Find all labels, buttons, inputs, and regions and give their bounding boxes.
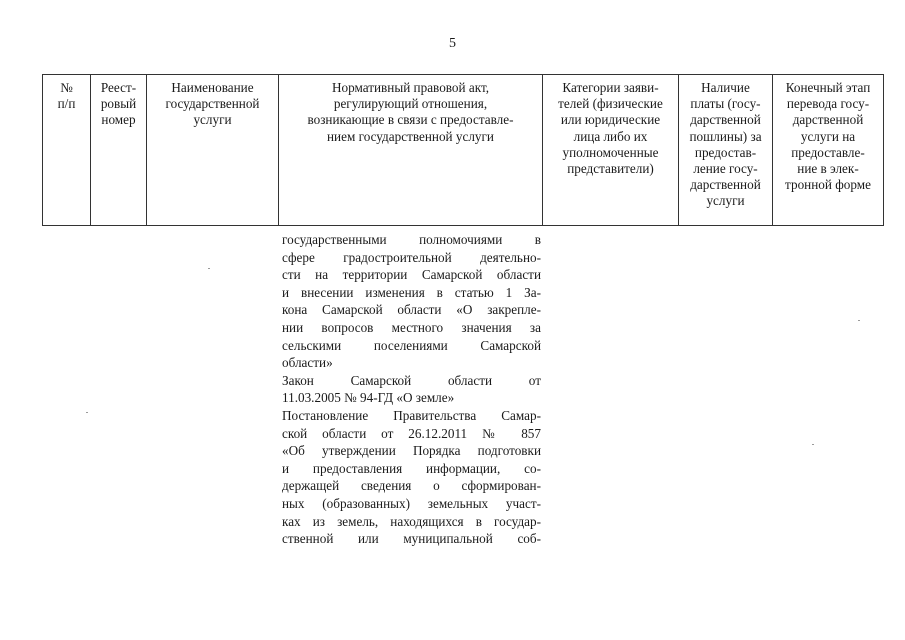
services-table-header [42,74,884,226]
header-line: пошлины) за [689,128,762,144]
header-line: дарственной [690,112,761,128]
header-line: Реест- [100,80,137,95]
header-line: услуги [193,112,232,128]
header-line: регулирующий отношения, [333,96,488,112]
body-text-line: кона Самарской области «О закрепле- [282,302,541,318]
scan-speck [858,320,860,321]
header-row [43,75,884,226]
header-cell-electronic-stage [773,75,884,226]
header-line: или юридические [560,112,661,128]
body-text-line: сти на территории Самарской области [282,267,541,283]
body-text-line: государственными полномочиями в [282,232,541,247]
header-cell-service-name [147,75,279,226]
header-cell-number [43,75,91,226]
header-cell-legal-act [279,75,543,226]
header-line: представители) [567,161,654,177]
header-line: предоставле- [791,144,865,160]
header-line: Категории заяви- [562,80,659,95]
scan-speck [208,268,210,269]
header-line: п/п [57,96,76,112]
page-number: 5 [449,36,456,51]
header-line: ление госу- [693,161,758,177]
header-line: Наименование [171,80,254,95]
scan-speck [812,444,814,445]
header-line: ние в элек- [797,161,859,177]
header-cell-applicant-categories [543,75,679,226]
header-line: дарственной [792,112,864,128]
body-text-line: Закон Самарской области от [282,372,541,388]
header-line: государственной [165,96,260,112]
body-text-line: ных (образованных) земельных участ- [282,495,541,511]
header-line: перевода госу- [786,96,870,112]
header-line: дарственной [690,177,761,193]
body-text-line: Постановление Правительства Самар- [282,407,541,423]
header-line: лица либо их [573,128,648,144]
body-text-line: 11.03.2005 № 94-ГД «О земле» [282,390,455,406]
header-line: Конечный этап [785,80,871,95]
header-line: № [60,80,73,95]
header-line: номер [101,112,136,128]
header-cell-fee [679,75,773,226]
header-line: Наличие [701,80,750,95]
legal-act-continuation-text [282,231,541,548]
header-line: уполномоченные [562,144,659,160]
header-line: возникающие в связи с предоставле- [307,112,514,128]
header-line: телей (физические [558,96,663,112]
header-line: предостав- [694,144,757,160]
header-line: нием государственной услуги [327,128,494,144]
header-line: тронной форме [785,177,871,193]
body-text-line: ственной или муниципальной соб- [282,531,541,547]
body-text-line: сельскими поселениями Самарской [282,337,541,353]
body-text-line: «Об утверждении Порядка подготовки [282,443,541,459]
header-line: ровый [100,96,137,112]
body-text-line: ках из земель, находящихся в государ- [282,513,541,529]
body-text-line: ской области от 26.12.2011 № 857 [282,425,541,441]
body-text-line: и предоставления информации, со- [282,460,541,476]
header-line: услуги на [800,128,856,144]
header-line: платы (госу- [690,96,761,112]
header-line: Нормативный правовой акт, [331,80,490,95]
header-line: услуги [706,193,745,209]
body-text-line: области» [282,355,333,371]
header-cell-registry-number [91,75,147,226]
body-text-line: сфере градостроительной деятельно- [282,249,541,265]
body-text-line: держащей сведения о сформирован- [282,478,541,494]
body-text-line: нии вопросов местного значения за [282,319,541,335]
body-text-line: и внесении изменения в статью 1 За- [282,284,541,300]
scan-speck [86,412,88,413]
